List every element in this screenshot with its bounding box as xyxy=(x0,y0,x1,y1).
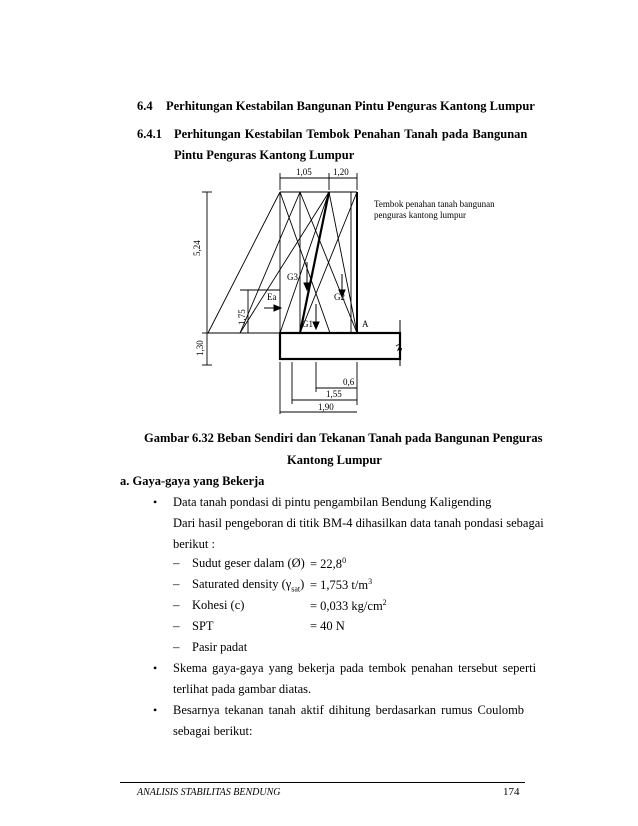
bullet2-line2: terlihat pada gambar diatas. xyxy=(173,682,312,696)
dim-label-120: 1,20 xyxy=(333,167,349,177)
section-number: 6.4 xyxy=(137,99,153,113)
note-line2: penguras kantong lumpur xyxy=(374,210,466,220)
dim-label-105: 1,05 xyxy=(296,167,312,177)
figure-caption-line1: Gambar 6.32 Beban Sendiri dan Tekanan Tanah pada Bangunan Penguras xyxy=(144,431,543,445)
dash-icon: – xyxy=(173,597,180,612)
heading-a: a. Gaya-gaya yang Bekerja xyxy=(120,474,265,488)
bullet-icon: • xyxy=(153,661,158,675)
dim-label-155: 1,55 xyxy=(326,389,342,399)
para1-line1: Dari hasil pengeboran di titik BM-4 dihasilkan data tanah pondasi sebagai xyxy=(173,516,544,530)
truss-line-2 xyxy=(240,192,300,333)
truss-line-4 xyxy=(329,192,357,333)
figure-caption-line2: Kantong Lumpur xyxy=(287,453,382,467)
dim-label-524: 5,24 xyxy=(192,240,202,256)
dash-icon: – xyxy=(173,639,180,654)
bullet3-line2: sebagai berikut: xyxy=(173,724,253,738)
footer-rule xyxy=(120,782,525,783)
dim-label-130: 1,30 xyxy=(195,340,205,356)
note-line1: Tembok penahan tanah bangunan xyxy=(374,199,495,209)
soil-label-1: Saturated density $(\gamma_{sat})$ xyxy=(192,577,305,594)
base-slab xyxy=(280,333,400,359)
subsection-number: 6.4.1 xyxy=(137,127,162,141)
dash-icon: – xyxy=(173,576,180,591)
label-g1: G1 xyxy=(302,319,313,329)
soil-label-0: Sudut geser dalam (Ø) xyxy=(192,556,305,570)
soil-value-0: = $22,8^0$ xyxy=(310,556,347,572)
subsection-title-line1: Perhitungan Kestabilan Tembok Penahan Tanah pada Bangunan xyxy=(174,127,528,141)
dim-label-175: 1,75 xyxy=(237,309,247,325)
soil-label-2: Kohesi (c) xyxy=(192,598,245,612)
subsection-title-line2: Pintu Penguras Kantong Lumpur xyxy=(174,148,355,162)
label-ea: Ea xyxy=(267,292,277,302)
soil-value-2: = 0,033 $kg/cm^2$ xyxy=(310,598,387,614)
dim-label-06: 0,6 xyxy=(343,377,355,387)
soil-label-3: SPT xyxy=(192,619,214,633)
dash-icon: – xyxy=(173,618,180,633)
bullet2-line1: Skema gaya-gaya yang bekerja pada tembok penahan tersebut seperti xyxy=(173,661,537,675)
label-g2: G2 xyxy=(334,292,345,302)
label-a: A xyxy=(362,319,369,329)
dash-icon: – xyxy=(173,555,180,570)
section-title: Perhitungan Kestabilan Bangunan Pintu Penguras Kantong Lumpur xyxy=(166,99,535,113)
soil-value-1: = 1,753 $t/m^3$ xyxy=(310,577,373,593)
bullet3-line1: Besarnya tekanan tanah aktif dihitung berdasarkan rumus Coulomb xyxy=(173,703,525,717)
soil-label-4: Pasir padat xyxy=(192,640,248,654)
arrow-g1-head xyxy=(313,322,319,329)
page-number: 174 xyxy=(503,786,520,798)
bullet-icon: • xyxy=(153,703,158,717)
footer-title: ANALISIS STABILITAS BENDUNG xyxy=(137,787,281,798)
dim-label-190: 1,90 xyxy=(318,402,334,412)
label-g3: G3 xyxy=(287,272,298,282)
soil-value-3: = 40 N xyxy=(310,619,345,633)
para1-line2: berikut : xyxy=(173,537,216,551)
bullet1-text: Data tanah pondasi di pintu pengambilan Bendung Kaligending xyxy=(173,495,492,509)
bullet-icon: • xyxy=(153,495,158,509)
